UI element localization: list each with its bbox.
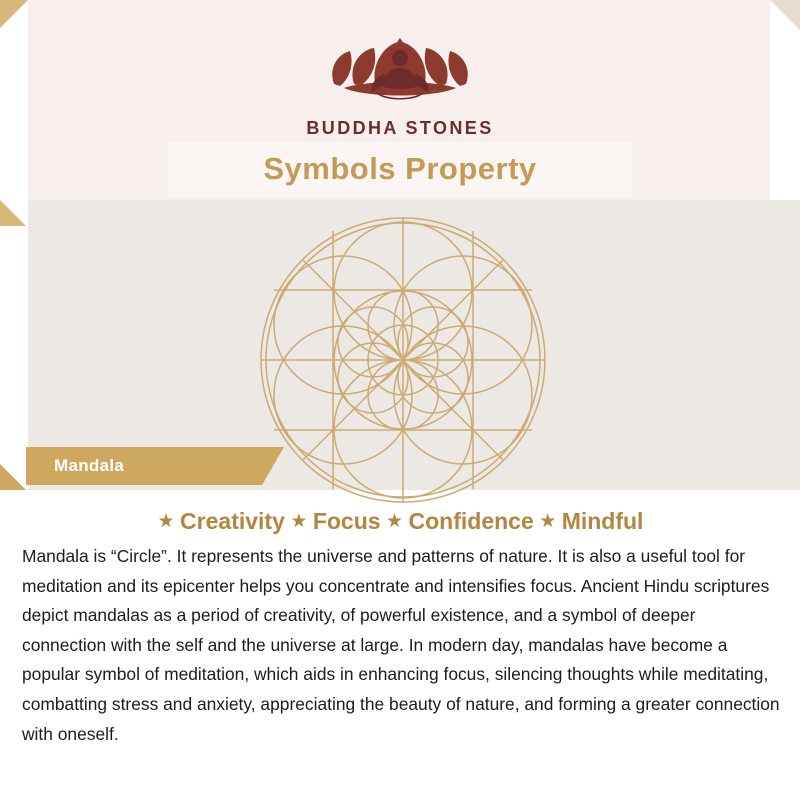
brand-block xyxy=(0,24,800,139)
keyword-creativity: Creativity xyxy=(180,508,285,534)
keyword-focus: Focus xyxy=(312,508,381,534)
star-icon-1: ★ xyxy=(157,511,175,532)
description-text: Mandala is “Circle”. It represents the universe and patterns of nature. It is also a useful tool for meditation and its epicenter helps you concentrate and intensifies focus. Ancient Hindu scriptures depict mandalas as a period of creativity, of powerful existence, and a symbol of deeper connection with the self and the universe at large. In modern day, mandalas have become a popular symbol of meditation, which aids in enhancing focus, silencing thoughts while meditating, combatting stress and anxiety, appreciating the beauty of nature, and forming a greater connection with oneself. xyxy=(22,546,780,744)
brand-name: BUDDHA STONES xyxy=(306,118,494,138)
keyword-list xyxy=(0,508,800,535)
symbol-label: Mandala xyxy=(54,456,125,475)
ribbon-tail-icon xyxy=(262,447,284,485)
corner-wedge-middle-left-icon xyxy=(0,200,26,226)
keyword-confidence: Confidence xyxy=(408,508,534,534)
mandala-flower-of-life-icon xyxy=(258,215,548,505)
corner-wedge-bottom-left-icon xyxy=(0,464,26,490)
keyword-mindful: Mindful xyxy=(561,508,644,534)
title-plate xyxy=(168,141,632,197)
star-icon-4: ★ xyxy=(539,511,557,532)
mandala-graphic xyxy=(258,215,548,505)
star-icon-3: ★ xyxy=(386,511,404,532)
page-title: Symbols Property xyxy=(263,151,537,186)
star-icon-2: ★ xyxy=(290,511,308,532)
symbol-label-ribbon xyxy=(26,447,262,485)
lotus-meditation-figure-icon xyxy=(310,24,490,116)
